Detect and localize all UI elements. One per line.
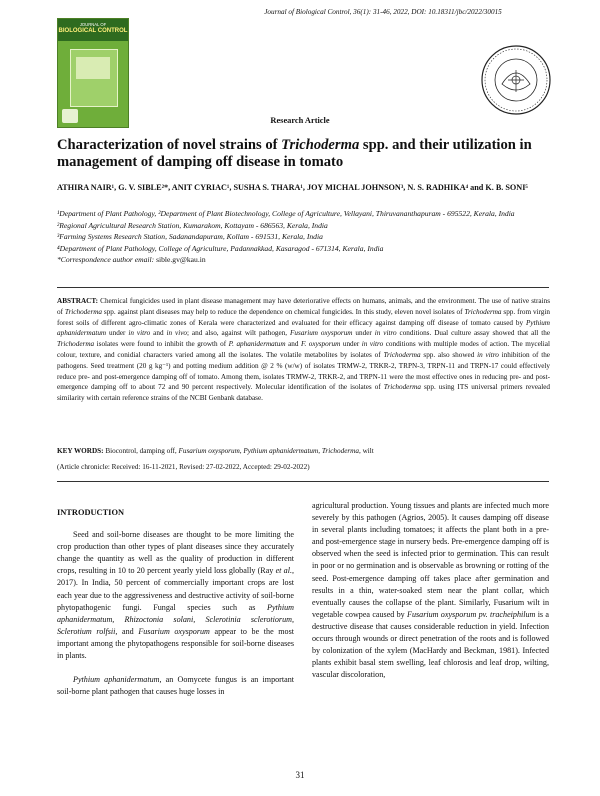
cover-title-main: BIOLOGICAL CONTROL <box>58 28 128 34</box>
section-heading: INTRODUCTION <box>57 508 125 517</box>
author-list: ATHIRA NAIR¹, G. V. SIBLE²*, ANIT CYRIAC¹, SUSHA S. THARA¹, JOY MICHAL JOHNSON³, N. S. RADHIKA⁴ and K. B. SONI⁵ <box>57 183 528 192</box>
abstract: ABSTRACT: Chemical fungicides used in plant disease management may have deteriorative effects on humans, animals, and the environment. The use of native strains of Trichoderma spp. against plant diseases may help to reduce the dependence on chemical fungicides. In this study, eleven novel isolates of Trichoderma spp. from virgin forest soils of different agro-climatic zones of Kerala were characterized and evaluated for their efficacy against damping off disease of tomato caused by Pythium aphanidermatum under in vitro and in vivo; and also, against wilt pathogen, Fusarium oxysporum under in vitro conditions. Dual culture assay showed that all the Trichoderma isolates were found to inhibit the growth of P. aphanidermatum and F. oxysporum under in vitro conditions with multiple modes of action. The mycelial colour, texture, and conidial characters varied among all the isolates. The volatile metabolites by isolates of Trichoderma spp. also showed in vitro inhibition of the pathogens. Seed treatment (20 g kg⁻¹) and potting medium addition @ 2 % (w/w) of isolates TRMW-2, TRKR-2, TRPN-3, TRPN-11 and TRPN-17 could effectively reduce pre- and post-emergence damping off of tomato. Among them, isolates TRMW-2, TRKR-2, and TRPN-11 were the most effective ones in reducing pre- and post-emergence damping off to about 72 and 90 percent respectively. Molecular identification of the isolates of Trichoderma spp. using ITS universal primers revealed similarity with certain reference strains of the NCBI Genbank database. <box>57 297 551 403</box>
divider-top <box>57 287 549 288</box>
correspondence-line: *Correspondence author email: sible.gv@kau.in <box>57 255 206 265</box>
intro-left-column <box>57 507 294 698</box>
keywords: KEY WORDS: Biocontrol, damping off, Fusarium oxysporum, Pythium aphanidermatum, Trichoderma, wilt <box>57 447 374 455</box>
intro-right-column <box>312 500 549 681</box>
paragraph: agricultural production. Young tissues and plants are infected much more severely by this pathogen (Agrios, 2005). It causes damping off disease in several plants including tomatoes; it affects the plant both in a pre- and post-emergence stage in nursery beds. Pre-emergence damping off is observed when the seed is infected prior to germination. This can result in poor or no germination and is observable as browning or rotting of the seed. Post-emergence damping off takes place after germination and results in a thin, water-soaked stem near the plant collar, which eventually causes the collapse of the plant. Similarly, Fusarium wilt in vegetable cowpea caused by Fusarium oxysporum pv. tracheiphilum is a destructive disease that causes considerable reduction in yield. Infection occurs through wounds or direct penetration of the roots and is followed by colonization of the xylem (MacHardy and Beckman, 1981). Infected plants exhibit basal stem swelling, leaf chlorosis and leaf drop, wilting, vascular discoloration, <box>312 501 549 680</box>
cover-title-top: JOURNAL OF <box>79 22 107 27</box>
article-type: Research Article <box>270 116 330 125</box>
affiliation-line: ²Regional Agricultural Research Station, Kumarakom, Kottayam - 686563, Kerala, India <box>57 220 328 230</box>
divider-bottom <box>57 481 549 482</box>
article-title: Characterization of novel strains of Trichoderma spp. and their utilization in management of damping off disease in tomato <box>57 137 532 170</box>
affiliation-line: ³Farming Systems Research Station, Sadanandapuram, Kollam - 691531, Kerala, India <box>57 232 323 242</box>
journal-cover-image <box>57 18 129 128</box>
affiliation-line: ⁴Department of Plant Pathology, College of Agriculture, Padannakkad, Kasaragod - 671314, Kerala, India <box>57 243 384 253</box>
paragraph: Seed and soil-borne diseases are thought to be more limiting the crop production than other types of plant diseases since they accurately change the quantity as well as the quality of production in different crops, resulting in 10 to 20 percent yearly yield loss globally (Ray et al., 2017). In India, 50 percent of commercially important crops are lost each year due to the aggressiveness and destructive activity of soil-borne phytopathogenic fungi. Fungal species such as Pythium aphanidermatum, Rhizoctonia solani, Sclerotinia sclerotiorum, Sclerotium rolfsii, and Fusarium oxysporum appear to be the most important among the phytopathogens responsible for soil-borne diseases in plants. <box>57 530 295 661</box>
affiliation-line: ¹Department of Plant Pathology, ²Department of Plant Biotechnology, College of Agriculture, Vellayani, Thiruvananthapuram - 695522, Kerala, India <box>57 209 515 218</box>
society-seal-icon <box>480 44 552 116</box>
article-chronicle: (Article chronicle: Received: 16-11-2021, Revised: 27-02-2022, Accepted: 29-02-2022) <box>57 463 310 471</box>
paragraph: Pythium aphanidermatum, an Oomycete fungus is an important soil-borne plant pathogen that causes huge losses in <box>57 675 294 697</box>
email-link[interactable]: sible.gv@kau.in <box>156 255 206 265</box>
cover-illustration-inner <box>76 57 110 79</box>
journal-citation: Journal of Biological Control, 36(1): 31-46, 2022, DOI: 10.18311/jbc/2022/30015 <box>264 8 502 16</box>
affiliations <box>57 208 587 266</box>
page-number: 31 <box>295 770 305 780</box>
